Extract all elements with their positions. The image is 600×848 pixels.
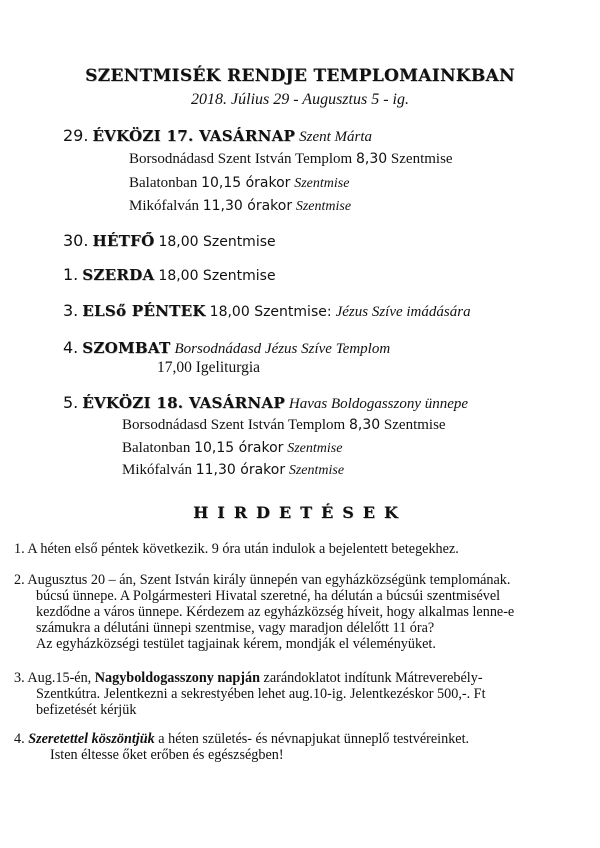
day-number: 3.: [63, 301, 79, 320]
date-range: 2018. Július 29 - Augusztus 5 - ig.: [191, 91, 409, 108]
day-heading: [63, 393, 468, 413]
mass-type: Szentmise: [295, 199, 352, 214]
place: Balatonban: [122, 440, 191, 456]
announcement-line: búcsú ünnepe. A Polgármesteri Hivatal szeretné, ha délután a búcsúi szentmisével: [36, 588, 501, 604]
announcement-line: számukra a délutáni ünnepi szentmise, vagy maradjon délelőtt 11 óra?: [36, 620, 435, 636]
mass-type: Szentmise: [287, 441, 343, 456]
announcement-item: [14, 541, 459, 557]
announcement-line: 2. Augusztus 20 – án, Szent István király ünnepén van egyházközségünk templomának.: [14, 572, 511, 588]
day-number: 30.: [63, 231, 89, 250]
mass-line: [129, 175, 349, 192]
day-name: SZOMBAT: [82, 339, 171, 357]
place: Borsodnádasd Szent István Templom: [122, 417, 346, 433]
liturgy: 17,00 Igeliturgia: [157, 359, 261, 376]
text: zarándoklatot indítunk Mátreverebély-: [259, 670, 483, 686]
announcement-line: 1. A héten első péntek következik. 9 óra után indulok a bejelentett betegekhez.: [14, 541, 459, 557]
day-number: 4.: [63, 338, 79, 357]
day-name: SZERDA: [82, 266, 155, 284]
time: 8,30: [355, 151, 388, 167]
text: a héten születés- és névnapjukat ünneplő testvéreinket.: [154, 731, 470, 747]
day-text: 18,00 Szentmise: [158, 234, 276, 250]
mass-type: Szentmise: [383, 417, 446, 433]
day-name: ÉVKÖZI 18. VASÁRNAP: [82, 394, 285, 412]
announcements-heading: HIRDETÉSEK: [193, 503, 407, 522]
announcement-item: [14, 731, 469, 763]
time: 8,30: [348, 417, 381, 433]
mass-line: [122, 440, 342, 457]
place: Mikófalván: [129, 198, 199, 214]
day-name: ELSő PÉNTEK: [82, 302, 206, 320]
mass-line: [157, 359, 260, 377]
day-note: Jézus Szíve imádására: [335, 304, 471, 320]
announcement-line: [14, 731, 469, 747]
announcement-item: [14, 572, 514, 652]
time: 11,30 órakor: [195, 462, 286, 478]
text: 4.: [14, 731, 29, 747]
day-name: ÉVKÖZI 17. VASÁRNAP: [92, 127, 296, 145]
page-title: SZENTMISÉK RENDJE TEMPLOMAINKBAN: [85, 66, 515, 86]
day-note: Borsodnádasd Jézus Szíve Templom: [174, 341, 391, 357]
time: 10,15 órakor: [201, 175, 291, 191]
announcement-item: [14, 670, 486, 718]
day-number: 29.: [63, 126, 89, 145]
day-note: Szent Márta: [299, 129, 373, 145]
mass-line: [122, 462, 344, 479]
day-text: 18,00 Szentmise:: [209, 304, 332, 320]
announcement-line: Szentkútra. Jelentkezni a sekrestyében lehet aug.10-ig. Jelentkezéskor 500,-. Ft: [36, 686, 486, 702]
day-text: 18,00 Szentmise: [158, 268, 276, 284]
day-heading: [63, 265, 276, 285]
place: Borsodnádasd Szent István Templom: [129, 151, 353, 167]
mass-line: [129, 198, 351, 215]
announcement-line: Az egyházközségi testület tagjainak kérem, mondják el véleményüket.: [36, 636, 436, 652]
highlight: Nagyboldogasszony napján: [94, 670, 260, 686]
text: 3. Aug.15-én,: [14, 670, 95, 686]
mass-type: Szentmise: [390, 151, 453, 167]
day-heading: [63, 301, 471, 321]
place: Mikófalván: [122, 462, 192, 478]
mass-line: [129, 151, 453, 168]
mass-line: [122, 417, 446, 434]
day-heading: [63, 338, 390, 358]
announcement-line: kezdődne a város ünnepe. Kérdezem az egyházközség híveit, hogy alkalmas lenne-e: [36, 604, 515, 620]
announcement-line: befizetését kérjük: [36, 702, 137, 718]
day-heading: [63, 126, 372, 146]
highlight: Szeretettel köszöntjük: [28, 731, 155, 747]
place: Balatonban: [129, 175, 198, 191]
mass-type: Szentmise: [294, 176, 350, 191]
announcement-line: Isten éltesse őket erőben és egészségben!: [50, 747, 284, 763]
announcement-line: [14, 670, 486, 686]
mass-type: Szentmise: [288, 463, 345, 478]
day-name: HÉTFŐ: [92, 232, 155, 250]
day-heading: [63, 231, 276, 251]
time: 10,15 órakor: [194, 440, 284, 456]
day-number: 5.: [63, 393, 79, 412]
time: 11,30 órakor: [202, 198, 293, 214]
day-note: Havas Boldogasszony ünnepe: [288, 396, 469, 412]
day-number: 1.: [63, 265, 79, 284]
